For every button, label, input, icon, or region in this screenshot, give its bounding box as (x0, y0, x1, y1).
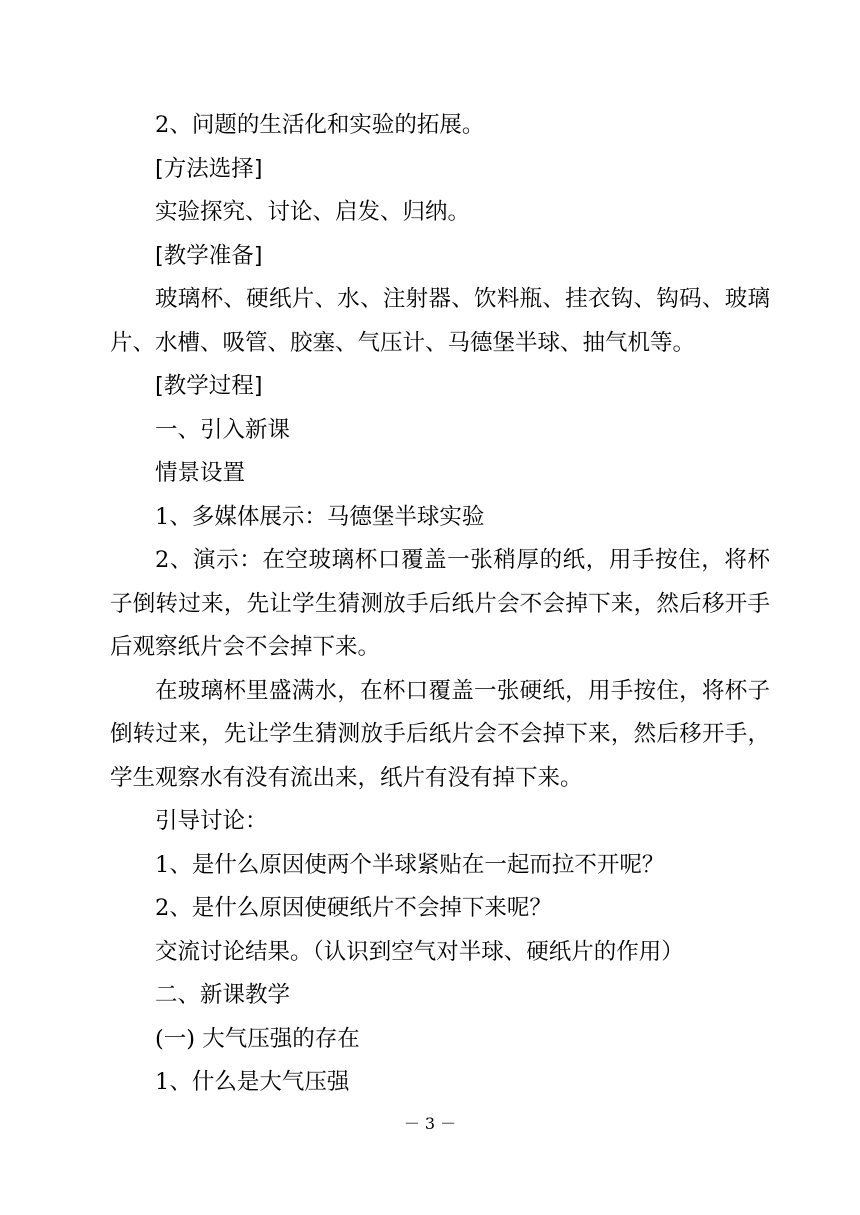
section-heading-preparation: [教学准备] (155, 242, 263, 269)
paragraph: 实验探究、讨论、启发、归纳。 (155, 199, 471, 225)
paragraph: (一) 大气压强的存在 (155, 1025, 360, 1052)
section-heading-process: [教学过程] (155, 373, 263, 399)
section-heading-method: [方法选择] (155, 155, 263, 182)
paragraph: 二、新课教学 (155, 982, 291, 1008)
paragraph: 1、是什么原因使两个半球紧贴在一起而拉不开呢？ (155, 851, 665, 878)
document-body (110, 104, 770, 1105)
page-number: － 3 － (403, 1114, 457, 1133)
paragraph: 情景设置 (155, 460, 246, 486)
paragraph: 2、问题的生活化和实验的拓展。 (155, 112, 485, 138)
paragraph: 在玻璃杯里盛满水，在杯口覆盖一张硬纸，用手按住，将杯子倒转过来，先让学生猜测放手后纸片会不会掉下来，然后移开手，学生观察水有没有流出来，纸片有没有掉下来。 (110, 677, 770, 791)
paragraph: 一、引入新课 (155, 416, 291, 443)
paragraph: 玻璃杯、硬纸片、水、注射器、饮料瓶、挂衣钩、钩码、玻璃片、水槽、吸管、胶塞、气压计、马德堡半球、抽气机等。 (110, 286, 770, 356)
paragraph: 1、什么是大气压强 (155, 1069, 350, 1095)
paragraph: 交流讨论结果。（认识到空气对半球、硬纸片的作用） (155, 938, 684, 965)
paragraph: 1、多媒体展示：马德堡半球实验 (155, 503, 485, 530)
paragraph: 2、演示：在空玻璃杯口覆盖一张稍厚的纸，用手按住，将杯子倒转过来，先让学生猜测放手后纸片会不会掉下来，然后移开手后观察纸片会不会掉下来。 (110, 547, 770, 660)
paragraph: 引导讨论： (155, 808, 268, 834)
paragraph: 2、是什么原因使硬纸片不会掉下来呢？ (155, 895, 552, 921)
